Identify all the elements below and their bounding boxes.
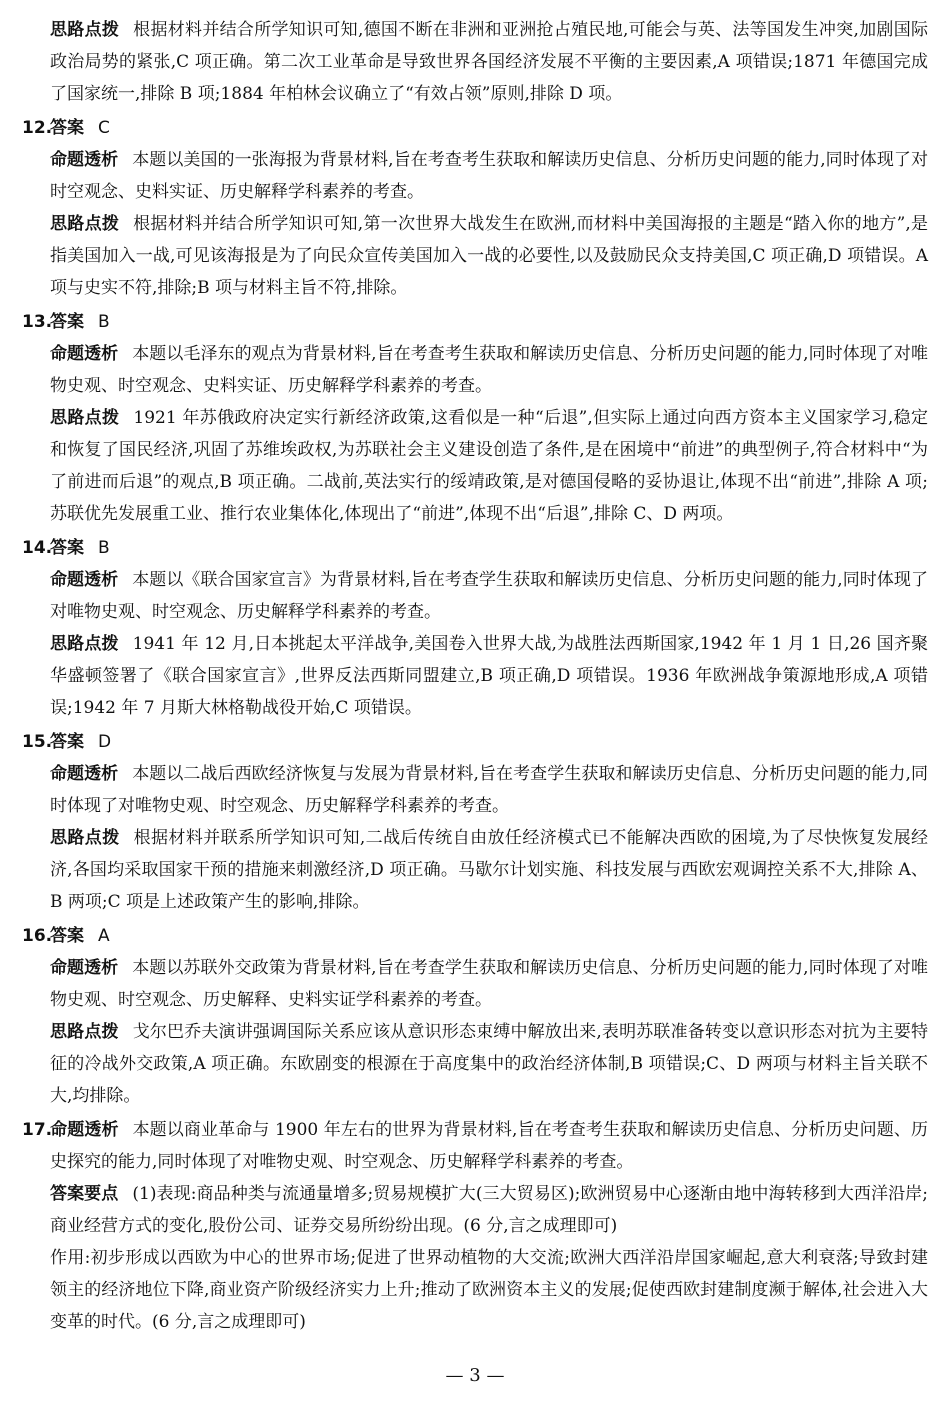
intent-label: 命题透析	[50, 150, 119, 170]
q15-intent	[22, 758, 928, 822]
q12-thinking	[22, 208, 928, 304]
question-17-block	[22, 1114, 928, 1338]
thinking-label: 思路点拨	[50, 408, 120, 428]
question-11-block	[22, 14, 928, 110]
q17-effect	[22, 1242, 928, 1338]
q16-intent	[22, 952, 928, 1016]
q13-thinking	[22, 402, 928, 530]
key-points-label: 答案要点	[50, 1184, 119, 1204]
q16-thinking-text: 戈尔巴乔夫演讲强调国际关系应该从意识形态束缚中解放出来,表明苏联准备转变以意识形态对抗为主要特征的冷战外交政策,A 项正确。东欧剧变的根源在于高度集中的政治经济体制,B 项错误;C、D 两项与材料主旨关联不大,均排除。	[50, 1022, 928, 1106]
answer-label: 答案	[50, 538, 84, 558]
question-15-block	[22, 726, 928, 918]
answer-label: 答案	[50, 312, 84, 332]
q17-key-points-text: (1)表现:商品种类与流通量增多;贸易规模扩大(三大贸易区);欧洲贸易中心逐渐由地中海转移到大西洋沿岸;商业经营方式的变化,股份公司、证券交易所纷纷出现。(6 分,言之成理即可)	[50, 1184, 928, 1236]
q14-thinking	[22, 628, 928, 724]
question-13-block	[22, 306, 928, 530]
q17-effect-text: 作用:初步形成以西欧为中心的世界市场;促进了世界动植物的大交流;欧洲大西洋沿岸国家崛起,意大利衰落;导致封建领主的经济地位下降,商业资产阶级经济实力上升;推动了欧洲资本主义的发展;促使西欧封建制度濒于解体,社会进入大变革的时代。(6 分,言之成理即可)	[50, 1248, 928, 1332]
q17-number: 17.	[22, 1120, 53, 1140]
q16-intent-text: 本题以苏联外交政策为背景材料,旨在考查学生获取和解读历史信息、分析历史问题的能力,同时体现了对唯物史观、时空观念、历史解释、史料实证学科素养的考查。	[50, 958, 928, 1010]
q13-number: 13.	[22, 312, 53, 332]
thinking-label: 思路点拨	[50, 214, 120, 234]
thinking-label: 思路点拨	[50, 828, 120, 848]
q16-answer-value: A	[98, 926, 110, 946]
q12-number: 12.	[22, 118, 53, 138]
answer-label: 答案	[50, 926, 84, 946]
q13-intent	[22, 338, 928, 402]
q17-intent-text: 本题以商业革命与 1900 年左右的世界为背景材料,旨在考查考生获取和解读历史信息、分析历史问题、历史探究的能力,同时体现了对唯物史观、时空观念、历史解释学科素养的考查。	[50, 1120, 928, 1172]
q14-intent-text: 本题以《联合国家宣言》为背景材料,旨在考查学生获取和解读历史信息、分析历史问题的能力,同时体现了对唯物史观、时空观念、历史解释学科素养的考查。	[50, 570, 928, 622]
q15-answer-value: D	[98, 732, 112, 752]
thinking-label: 思路点拨	[50, 634, 119, 654]
question-12-block	[22, 112, 928, 304]
q12-answer	[22, 112, 928, 144]
q15-thinking	[22, 822, 928, 918]
q14-number: 14.	[22, 538, 53, 558]
q13-thinking-text: 1921 年苏俄政府决定实行新经济政策,这看似是一种“后退”,但实际上通过向西方资本主义国家学习,稳定和恢复了国民经济,巩固了苏维埃政权,为苏联社会主义建设创造了条件,是在困境中“前进”的典型例子,符合材料中“为了前进而后退”的观点,B 项正确。二战前,英法实行的绥靖政策,是对德国侵略的妥协退让,体现不出“前进”,排除 A 项;苏联优先发展重工业、推行农业集体化,体现出了“前进”,体现不出“后退”,排除 C、D 两项。	[50, 408, 929, 524]
intent-label: 命题透析	[50, 344, 119, 364]
intent-label: 命题透析	[50, 570, 119, 590]
q11-thinking-text: 根据材料并结合所学知识可知,德国不断在非洲和亚洲抢占殖民地,可能会与英、法等国发生冲突,加剧国际政治局势的紧张,C 项正确。第二次工业革命是导致世界各国经济发展不平衡的主要因素,A 项错误;1871 年德国完成了国家统一,排除 B 项;1884 年柏林会议确立了“有效占领”原则,排除 D 项。	[50, 20, 929, 104]
q13-answer-value: B	[98, 312, 110, 332]
thinking-label: 思路点拨	[50, 20, 120, 40]
q15-number: 15.	[22, 732, 53, 752]
q13-answer	[22, 306, 928, 338]
q15-answer	[22, 726, 928, 758]
q13-intent-text: 本题以毛泽东的观点为背景材料,旨在考查考生获取和解读历史信息、分析历史问题的能力,同时体现了对唯物史观、时空观念、史料实证、历史解释学科素养的考查。	[50, 344, 928, 396]
q16-answer	[22, 920, 928, 952]
question-14-block	[22, 532, 928, 724]
q14-intent	[22, 564, 928, 628]
q12-thinking-text: 根据材料并结合所学知识可知,第一次世界大战发生在欧洲,而材料中美国海报的主题是“踏入你的地方”,是指美国加入一战,可见该海报是为了向民众宣传美国加入一战的必要性,以及鼓励民众支持美国,C 项正确,D 项错误。A 项与史实不符,排除;B 项与材料主旨不符,排除。	[50, 214, 929, 298]
q12-intent-text: 本题以美国的一张海报为背景材料,旨在考查考生获取和解读历史信息、分析历史问题的能力,同时体现了对时空观念、史料实证、历史解释学科素养的考查。	[50, 150, 928, 202]
q14-answer-value: B	[98, 538, 110, 558]
q15-intent-text: 本题以二战后西欧经济恢复与发展为背景材料,旨在考查学生获取和解读历史信息、分析历史问题的能力,同时体现了对唯物史观、时空观念、历史解释学科素养的考查。	[50, 764, 928, 816]
q17-key-points	[22, 1178, 928, 1242]
thinking-label: 思路点拨	[50, 1022, 119, 1042]
q12-intent	[22, 144, 928, 208]
q16-number: 16.	[22, 926, 53, 946]
q14-answer	[22, 532, 928, 564]
answer-label: 答案	[50, 732, 84, 752]
question-16-block	[22, 920, 928, 1112]
q12-answer-value: C	[98, 118, 110, 138]
intent-label: 命题透析	[50, 1120, 119, 1140]
q14-thinking-text: 1941 年 12 月,日本挑起太平洋战争,美国卷入世界大战,为战胜法西斯国家,1942 年 1 月 1 日,26 国齐聚华盛顿签署了《联合国家宣言》,世界反法西斯同盟建立,B 项正确,D 项错误。1936 年欧洲战争策源地形成,A 项错误;1942 年 7 月斯大林格勒战役开始,C 项错误。	[50, 634, 929, 718]
intent-label: 命题透析	[50, 958, 119, 978]
q17-intent	[22, 1114, 928, 1178]
intent-label: 命题透析	[50, 764, 119, 784]
q11-thinking	[22, 14, 928, 110]
page-number: — 3 —	[445, 1365, 505, 1386]
answer-label: 答案	[50, 118, 84, 138]
q15-thinking-text: 根据材料并联系所学知识可知,二战后传统自由放任经济模式已不能解决西欧的困境,为了尽快恢复发展经济,各国均采取国家干预的措施来刺激经济,D 项正确。马歇尔计划实施、科技发展与西欧宏观调控关系不大,排除 A、B 两项;C 项是上述政策产生的影响,排除。	[50, 828, 929, 912]
q16-thinking	[22, 1016, 928, 1112]
